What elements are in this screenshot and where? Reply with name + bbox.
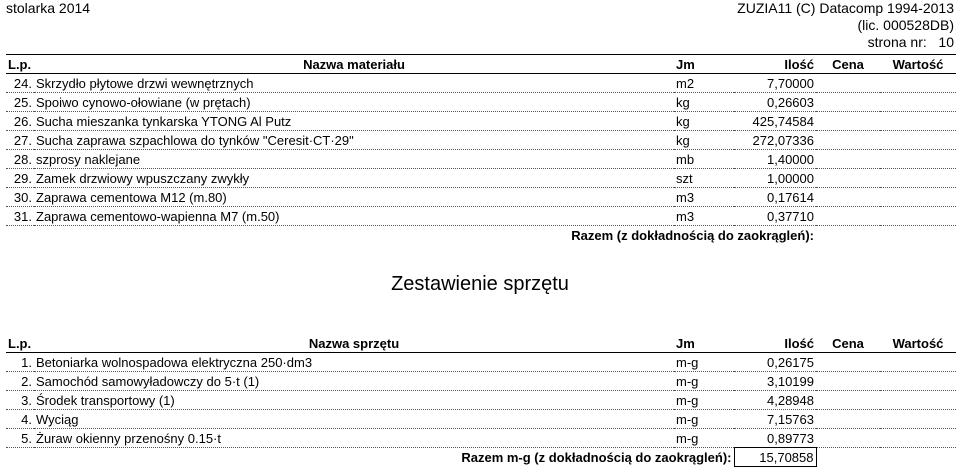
row-value bbox=[880, 188, 956, 207]
row-jm: kg bbox=[674, 112, 734, 131]
table-row bbox=[6, 410, 956, 429]
table-row bbox=[6, 169, 956, 188]
table-row bbox=[6, 188, 956, 207]
row-lp: 25. bbox=[6, 93, 34, 112]
row-name: Skrzydło płytowe drzwi wewnętrznych bbox=[34, 74, 674, 93]
row-lp: 1. bbox=[6, 353, 34, 372]
row-name: Żuraw okienny przenośny 0.15·t bbox=[34, 429, 674, 448]
row-name: Sucha zaprawa szpachlowa do tynków "Ceresit·CT·29" bbox=[34, 131, 674, 150]
row-jm: m2 bbox=[674, 74, 734, 93]
table-row bbox=[6, 429, 956, 448]
program-info bbox=[737, 0, 954, 51]
row-name: Zaprawa cementowa M12 (m.80) bbox=[34, 188, 674, 207]
row-price bbox=[816, 150, 880, 169]
row-jm: kg bbox=[674, 131, 734, 150]
row-lp: 2. bbox=[6, 372, 34, 391]
row-name: Zamek drzwiowy wpuszczany zwykły bbox=[34, 169, 674, 188]
row-lp: 24. bbox=[6, 74, 34, 93]
row-price bbox=[816, 93, 880, 112]
equipment-table bbox=[6, 334, 956, 467]
row-jm: m3 bbox=[674, 207, 734, 226]
row-value bbox=[880, 429, 956, 448]
row-price bbox=[816, 410, 880, 429]
row-lp: 28. bbox=[6, 150, 34, 169]
col-price: Cena bbox=[816, 55, 880, 74]
row-price bbox=[816, 372, 880, 391]
row-qty: 0,26175 bbox=[734, 353, 816, 372]
row-lp: 30. bbox=[6, 188, 34, 207]
table-row bbox=[6, 150, 956, 169]
row-name: Samochód samowyładowczy do 5·t (1) bbox=[34, 372, 674, 391]
license-number: (lic. 000528DB) bbox=[857, 17, 954, 33]
row-price bbox=[816, 131, 880, 150]
equipment-section-title: Zestawienie sprzętu bbox=[391, 273, 569, 295]
row-price bbox=[816, 112, 880, 131]
row-price bbox=[816, 429, 880, 448]
row-lp: 29. bbox=[6, 169, 34, 188]
row-qty: 0,89773 bbox=[734, 429, 816, 448]
col-name: Nazwa sprzętu bbox=[34, 334, 674, 353]
row-qty: 0,17614 bbox=[734, 188, 816, 207]
row-lp: 3. bbox=[6, 391, 34, 410]
equipment-summary-value: 15,70858 bbox=[734, 448, 816, 467]
row-value bbox=[880, 150, 956, 169]
col-qty: Ilość bbox=[734, 334, 816, 353]
row-jm: m-g bbox=[674, 353, 734, 372]
table-row bbox=[6, 74, 956, 93]
row-qty: 3,10199 bbox=[734, 372, 816, 391]
col-lp: L.p. bbox=[6, 334, 34, 353]
row-jm: m3 bbox=[674, 188, 734, 207]
row-qty: 0,37710 bbox=[734, 207, 816, 226]
table-row bbox=[6, 353, 956, 372]
col-jm: Jm bbox=[674, 55, 734, 74]
row-qty: 4,28948 bbox=[734, 391, 816, 410]
col-jm: Jm bbox=[674, 334, 734, 353]
row-qty: 7,70000 bbox=[734, 74, 816, 93]
materials-table bbox=[6, 54, 956, 244]
row-jm: m-g bbox=[674, 410, 734, 429]
row-value bbox=[880, 391, 956, 410]
table-row bbox=[6, 93, 956, 112]
col-value: Wartość bbox=[880, 55, 956, 74]
row-value bbox=[880, 131, 956, 150]
row-value bbox=[880, 410, 956, 429]
row-name: Wyciąg bbox=[34, 410, 674, 429]
row-lp: 5. bbox=[6, 429, 34, 448]
table-row bbox=[6, 112, 956, 131]
row-price bbox=[816, 74, 880, 93]
row-value bbox=[880, 169, 956, 188]
row-price bbox=[816, 391, 880, 410]
col-value: Wartość bbox=[880, 334, 956, 353]
row-jm: m-g bbox=[674, 429, 734, 448]
row-jm: szt bbox=[674, 169, 734, 188]
materials-summary-row bbox=[6, 226, 956, 245]
row-value bbox=[880, 74, 956, 93]
row-qty: 1,00000 bbox=[734, 169, 816, 188]
page-number: strona nr: 10 bbox=[867, 34, 954, 50]
table-row bbox=[6, 131, 956, 150]
row-lp: 31. bbox=[6, 207, 34, 226]
row-qty: 1,40000 bbox=[734, 150, 816, 169]
col-name: Nazwa materiału bbox=[34, 55, 674, 74]
table-row bbox=[6, 372, 956, 391]
row-qty: 7,15763 bbox=[734, 410, 816, 429]
row-lp: 4. bbox=[6, 410, 34, 429]
row-price bbox=[816, 169, 880, 188]
col-lp: L.p. bbox=[6, 55, 34, 74]
row-value bbox=[880, 112, 956, 131]
equipment-summary-row bbox=[6, 448, 956, 467]
row-name: Spoiwo cynowo-ołowiane (w prętach) bbox=[34, 93, 674, 112]
row-value bbox=[880, 207, 956, 226]
row-qty: 425,74584 bbox=[734, 112, 816, 131]
equipment-summary-label: Razem m-g (z dokładnością do zaokrągleń): bbox=[461, 449, 732, 465]
row-jm: kg bbox=[674, 93, 734, 112]
table-row bbox=[6, 391, 956, 410]
row-lp: 27. bbox=[6, 131, 34, 150]
row-value bbox=[880, 93, 956, 112]
row-name: Sucha mieszanka tynkarska YTONG Al Putz bbox=[34, 112, 674, 131]
row-lp: 26. bbox=[6, 112, 34, 131]
program-name: ZUZIA11 (C) Datacomp 1994-2013 bbox=[737, 0, 954, 16]
row-price bbox=[816, 188, 880, 207]
row-value bbox=[880, 353, 956, 372]
col-price: Cena bbox=[816, 334, 880, 353]
row-name: Środek transportowy (1) bbox=[34, 391, 674, 410]
materials-header-row bbox=[6, 55, 956, 74]
row-value bbox=[880, 372, 956, 391]
row-name: szprosy naklejane bbox=[34, 150, 674, 169]
row-jm: m-g bbox=[674, 372, 734, 391]
row-qty: 0,26603 bbox=[734, 93, 816, 112]
report-name: stolarka 2014 bbox=[6, 0, 91, 16]
row-price bbox=[816, 353, 880, 372]
row-jm: mb bbox=[674, 150, 734, 169]
row-name: Zaprawa cementowo-wapienna M7 (m.50) bbox=[34, 207, 674, 226]
row-price bbox=[816, 207, 880, 226]
col-qty: Ilość bbox=[734, 55, 816, 74]
equipment-header-row bbox=[6, 334, 956, 353]
row-name: Betoniarka wolnospadowa elektryczna 250·dm3 bbox=[34, 353, 674, 372]
materials-summary-label: Razem (z dokładnością do zaokrągleń): bbox=[571, 227, 814, 243]
row-qty: 272,07336 bbox=[734, 131, 816, 150]
table-row bbox=[6, 207, 956, 226]
row-jm: m-g bbox=[674, 391, 734, 410]
